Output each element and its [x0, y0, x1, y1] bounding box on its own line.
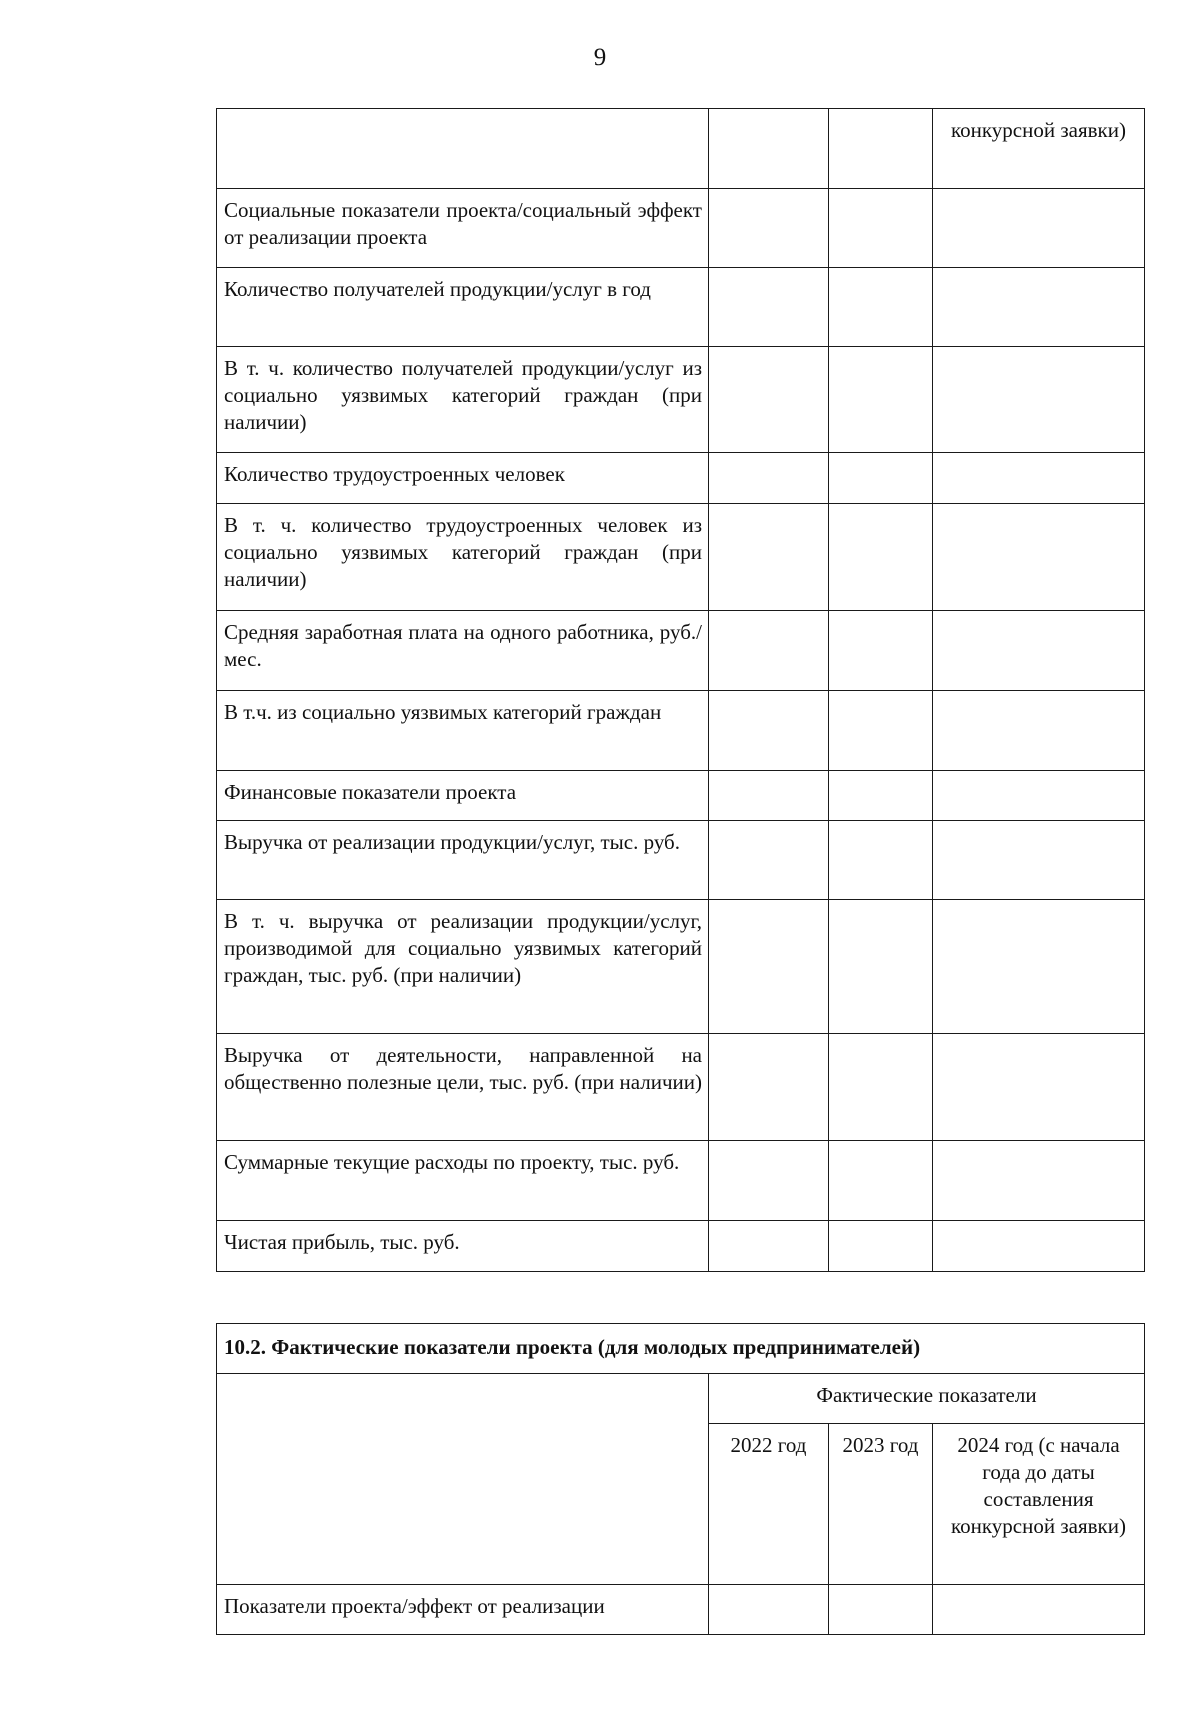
table-row — [217, 347, 1145, 453]
value-cell[interactable] — [933, 504, 1145, 611]
value-cell[interactable] — [709, 268, 829, 347]
year-header-2024: 2024 год (с начала года до даты составления конкурсной заявки) — [933, 1424, 1145, 1585]
table-row — [217, 900, 1145, 1034]
value-cell[interactable] — [709, 1034, 829, 1141]
value-cell[interactable] — [709, 504, 829, 611]
value-cell[interactable] — [829, 268, 933, 347]
value-cell[interactable] — [829, 611, 933, 691]
table-header-row — [217, 109, 1145, 189]
actual-indicators-table — [216, 1323, 1145, 1635]
value-cell[interactable] — [829, 1221, 933, 1272]
row-label: Социальные показатели проекта/социальный эффект от реализации проекта — [217, 189, 709, 268]
row-label: Показатели проекта/эффект от реализации — [217, 1585, 709, 1635]
value-cell[interactable] — [709, 1585, 829, 1635]
page-number: 9 — [593, 44, 607, 71]
header-cell-empty — [217, 109, 709, 189]
value-cell[interactable] — [709, 189, 829, 268]
row-label: Средняя заработная плата на одного работника, руб./мес. — [217, 611, 709, 691]
row-label: Количество трудоустроенных человек — [217, 453, 709, 504]
value-cell[interactable] — [709, 611, 829, 691]
planned-indicators-table — [216, 108, 1145, 1272]
value-cell[interactable] — [933, 1585, 1145, 1635]
value-cell[interactable] — [933, 189, 1145, 268]
value-cell[interactable] — [709, 900, 829, 1034]
value-cell[interactable] — [933, 347, 1145, 453]
row-label: Количество получателей продукции/услуг в год — [217, 268, 709, 347]
group-header-row — [217, 1374, 1145, 1424]
value-cell[interactable] — [829, 504, 933, 611]
table-row — [217, 189, 1145, 268]
row-label: В т. ч. количество трудоустроенных человек из социально уязвимых категорий граждан (при наличии) — [217, 504, 709, 611]
table-row — [217, 1221, 1145, 1272]
header-cell-empty — [217, 1374, 709, 1585]
value-cell[interactable] — [829, 771, 933, 821]
value-cell[interactable] — [933, 453, 1145, 504]
section-title-row — [217, 1324, 1145, 1374]
row-label: Выручка от реализации продукции/услуг, тыс. руб. — [217, 821, 709, 900]
table-row — [217, 268, 1145, 347]
value-cell[interactable] — [829, 821, 933, 900]
value-cell[interactable] — [829, 347, 933, 453]
value-cell[interactable] — [829, 1141, 933, 1221]
value-cell[interactable] — [709, 771, 829, 821]
table-row — [217, 611, 1145, 691]
value-cell[interactable] — [709, 347, 829, 453]
table-row — [217, 771, 1145, 821]
table-row — [217, 453, 1145, 504]
row-label: В т. ч. выручка от реализации продукции/услуг, производимой для социально уязвимых категорий граждан, тыс. руб. (при наличии) — [217, 900, 709, 1034]
value-cell[interactable] — [933, 1141, 1145, 1221]
header-cell-empty — [709, 109, 829, 189]
value-cell[interactable] — [829, 1585, 933, 1635]
table-row — [217, 504, 1145, 611]
value-cell[interactable] — [829, 691, 933, 771]
year-header-2022: 2022 год — [709, 1424, 829, 1585]
row-label: В т.ч. из социально уязвимых категорий граждан — [217, 691, 709, 771]
table-row — [217, 1141, 1145, 1221]
value-cell[interactable] — [933, 1221, 1145, 1272]
value-cell[interactable] — [709, 1141, 829, 1221]
value-cell[interactable] — [933, 268, 1145, 347]
value-cell[interactable] — [829, 1034, 933, 1141]
row-label: Финансовые показатели проекта — [217, 771, 709, 821]
value-cell[interactable] — [709, 453, 829, 504]
table-row — [217, 1585, 1145, 1635]
table-row — [217, 691, 1145, 771]
value-cell[interactable] — [933, 611, 1145, 691]
header-cell-empty — [829, 109, 933, 189]
value-cell[interactable] — [709, 691, 829, 771]
table-row — [217, 1034, 1145, 1141]
value-cell[interactable] — [829, 189, 933, 268]
value-cell[interactable] — [933, 821, 1145, 900]
value-cell[interactable] — [933, 900, 1145, 1034]
value-cell[interactable] — [933, 771, 1145, 821]
row-label: Чистая прибыль, тыс. руб. — [217, 1221, 709, 1272]
row-label: Выручка от деятельности, направленной на общественно полезные цели, тыс. руб. (при наличии) — [217, 1034, 709, 1141]
table-row — [217, 821, 1145, 900]
value-cell[interactable] — [709, 1221, 829, 1272]
year-header-2023: 2023 год — [829, 1424, 933, 1585]
value-cell[interactable] — [933, 691, 1145, 771]
value-cell[interactable] — [829, 900, 933, 1034]
row-label: В т. ч. количество получателей продукции/услуг из социально уязвимых категорий граждан (при наличии) — [217, 347, 709, 453]
value-cell[interactable] — [933, 1034, 1145, 1141]
section-title: 10.2. Фактические показатели проекта (для молодых предпринимателей) — [217, 1324, 1145, 1374]
row-label: Суммарные текущие расходы по проекту, тыс. руб. — [217, 1141, 709, 1221]
value-cell[interactable] — [829, 453, 933, 504]
value-cell[interactable] — [709, 821, 829, 900]
group-header: Фактические показатели — [709, 1374, 1145, 1424]
header-cell-2024: конкурсной заявки) — [933, 109, 1145, 189]
